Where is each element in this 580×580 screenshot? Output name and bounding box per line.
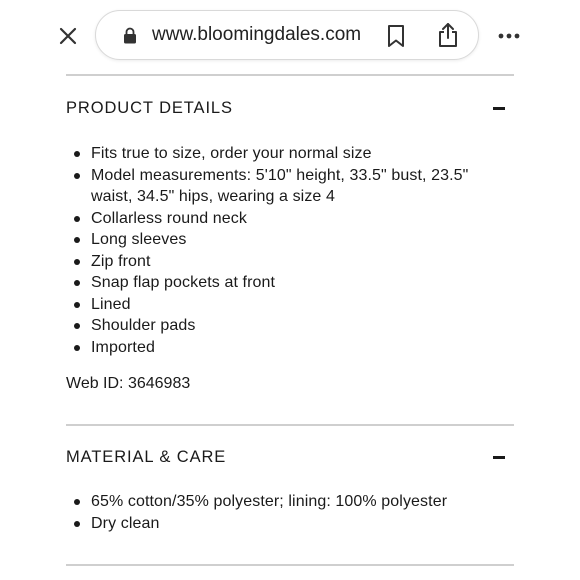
share-icon[interactable]: [437, 22, 459, 48]
list-item: Snap flap pockets at front: [66, 272, 506, 294]
material-care-collapse-icon[interactable]: [493, 456, 505, 459]
url-text: www.bloomingdales.com: [152, 24, 362, 45]
list-item: Model measurements: 5'10" height, 33.5" bust, 23.5" waist, 34.5" hips, wearing a size 4: [66, 165, 506, 208]
list-item: Lined: [66, 294, 506, 316]
divider: [66, 424, 514, 426]
list-item: Fits true to size, order your normal size: [66, 143, 506, 165]
material-care-list: [66, 491, 506, 534]
list-item: Imported: [66, 337, 506, 359]
list-item: Shoulder pads: [66, 315, 506, 337]
list-item: 65% cotton/35% polyester; lining: 100% polyester: [66, 491, 506, 513]
web-id: Web ID: 3646983: [66, 375, 191, 392]
list-item: Collarless round neck: [66, 208, 506, 230]
product-details-collapse-icon[interactable]: [493, 107, 505, 110]
lock-icon: [123, 27, 137, 44]
close-icon[interactable]: [56, 24, 80, 48]
divider: [66, 74, 514, 76]
list-item: Dry clean: [66, 513, 506, 535]
browser-toolbar: [0, 0, 580, 72]
list-item: Zip front: [66, 251, 506, 273]
more-options-icon[interactable]: [497, 26, 521, 46]
product-details-heading[interactable]: PRODUCT DETAILS: [66, 99, 233, 117]
divider: [66, 564, 514, 566]
list-item: Long sleeves: [66, 229, 506, 251]
product-details-list: [66, 143, 506, 358]
material-care-heading[interactable]: MATERIAL & CARE: [66, 448, 227, 466]
address-bar[interactable]: [95, 10, 479, 60]
bookmark-icon[interactable]: [386, 24, 406, 48]
